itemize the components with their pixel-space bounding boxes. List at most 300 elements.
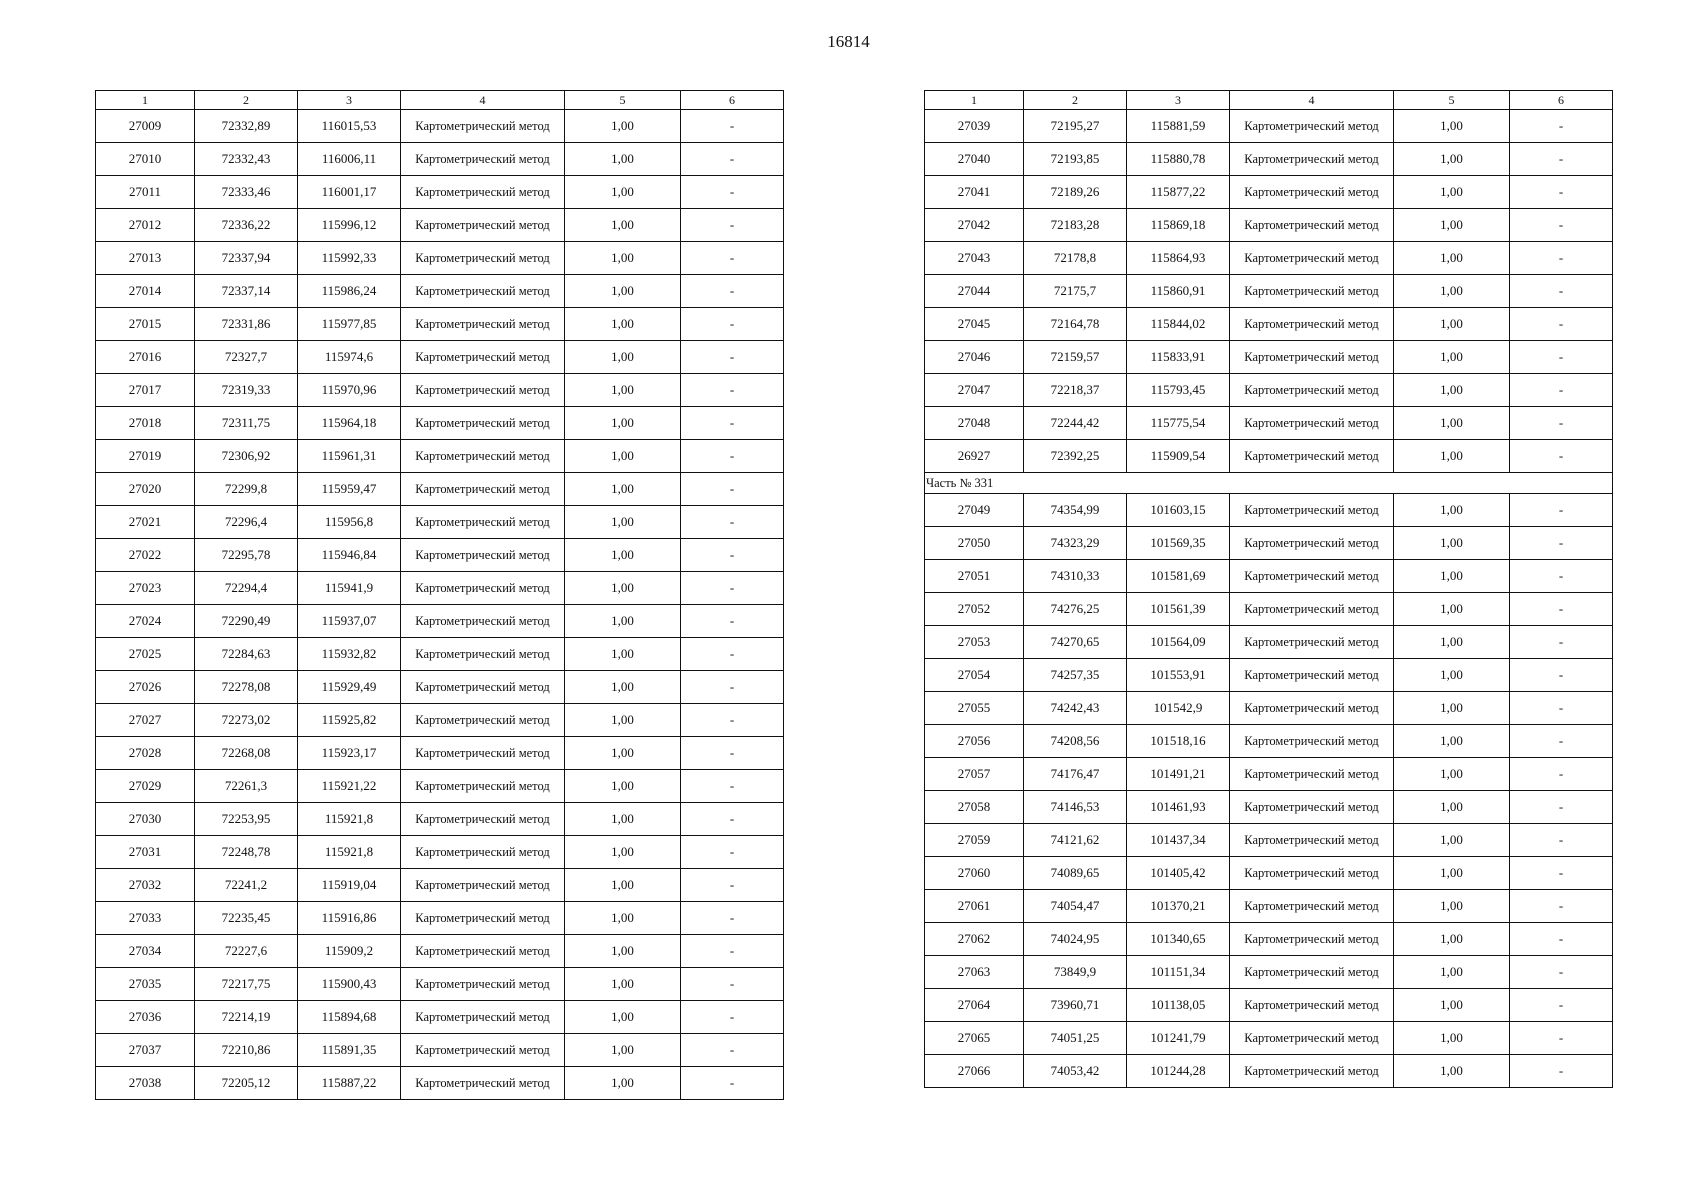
y-coordinate-cell: 115775,54 (1127, 407, 1230, 440)
y-coordinate-cell: 115880,78 (1127, 143, 1230, 176)
point-number-cell: 27012 (96, 209, 195, 242)
accuracy-cell: 1,00 (565, 473, 681, 506)
table-row (96, 737, 784, 770)
description-cell: - (681, 1034, 784, 1067)
x-coordinate-cell: 74270,65 (1024, 626, 1127, 659)
description-cell: - (681, 506, 784, 539)
y-coordinate-cell: 115925,82 (298, 704, 401, 737)
accuracy-cell: 1,00 (565, 671, 681, 704)
x-coordinate-cell: 72299,8 (195, 473, 298, 506)
x-coordinate-cell: 72189,26 (1024, 176, 1127, 209)
description-cell: - (681, 869, 784, 902)
method-cell: Картометрический метод (1230, 890, 1394, 923)
column-header-1: 1 (925, 91, 1024, 110)
point-number-cell: 27053 (925, 626, 1024, 659)
y-coordinate-cell: 115916,86 (298, 902, 401, 935)
method-cell: Картометрический метод (401, 770, 565, 803)
table-row (96, 506, 784, 539)
accuracy-cell: 1,00 (565, 836, 681, 869)
y-coordinate-cell: 115941,9 (298, 572, 401, 605)
accuracy-cell: 1,00 (1394, 923, 1510, 956)
accuracy-cell: 1,00 (565, 275, 681, 308)
x-coordinate-cell: 72248,78 (195, 836, 298, 869)
x-coordinate-cell: 74089,65 (1024, 857, 1127, 890)
table-row (96, 968, 784, 1001)
point-number-cell: 27010 (96, 143, 195, 176)
description-cell: - (1510, 527, 1613, 560)
y-coordinate-cell: 115946,84 (298, 539, 401, 572)
description-cell: - (681, 605, 784, 638)
description-cell: - (681, 1001, 784, 1034)
y-coordinate-cell: 101461,93 (1127, 791, 1230, 824)
method-cell: Картометрический метод (401, 539, 565, 572)
table-row (96, 275, 784, 308)
column-header-2: 2 (195, 91, 298, 110)
point-number-cell: 27054 (925, 659, 1024, 692)
x-coordinate-cell: 74242,43 (1024, 692, 1127, 725)
column-header-4: 4 (401, 91, 565, 110)
table-row (925, 857, 1613, 890)
point-number-cell: 27066 (925, 1055, 1024, 1088)
accuracy-cell: 1,00 (1394, 857, 1510, 890)
accuracy-cell: 1,00 (565, 341, 681, 374)
section-row (925, 473, 1613, 494)
table-row (925, 308, 1613, 341)
accuracy-cell: 1,00 (565, 968, 681, 1001)
y-coordinate-cell: 115887,22 (298, 1067, 401, 1100)
x-coordinate-cell: 72278,08 (195, 671, 298, 704)
table-body-right-bottom (925, 494, 1613, 1088)
description-cell: - (681, 275, 784, 308)
description-cell: - (1510, 110, 1613, 143)
description-cell: - (681, 440, 784, 473)
accuracy-cell: 1,00 (565, 506, 681, 539)
x-coordinate-cell: 72337,14 (195, 275, 298, 308)
accuracy-cell: 1,00 (1394, 956, 1510, 989)
point-number-cell: 26927 (925, 440, 1024, 473)
description-cell: - (681, 473, 784, 506)
x-coordinate-cell: 74054,47 (1024, 890, 1127, 923)
table-row (925, 758, 1613, 791)
x-coordinate-cell: 72319,33 (195, 374, 298, 407)
method-cell: Картометрический метод (1230, 110, 1394, 143)
table-row (925, 176, 1613, 209)
x-coordinate-cell: 74121,62 (1024, 824, 1127, 857)
method-cell: Картометрический метод (1230, 341, 1394, 374)
method-cell: Картометрический метод (1230, 956, 1394, 989)
description-cell: - (681, 737, 784, 770)
accuracy-cell: 1,00 (565, 176, 681, 209)
y-coordinate-cell: 115909,54 (1127, 440, 1230, 473)
x-coordinate-cell: 72193,85 (1024, 143, 1127, 176)
y-coordinate-cell: 115921,8 (298, 836, 401, 869)
x-coordinate-cell: 74208,56 (1024, 725, 1127, 758)
point-number-cell: 27011 (96, 176, 195, 209)
x-coordinate-cell: 74146,53 (1024, 791, 1127, 824)
method-cell: Картометрический метод (1230, 374, 1394, 407)
table-row (96, 1001, 784, 1034)
table-row (925, 626, 1613, 659)
method-cell: Картометрический метод (401, 737, 565, 770)
point-number-cell: 27030 (96, 803, 195, 836)
method-cell: Картометрический метод (401, 1034, 565, 1067)
point-number-cell: 27017 (96, 374, 195, 407)
y-coordinate-cell: 101340,65 (1127, 923, 1230, 956)
x-coordinate-cell: 72195,27 (1024, 110, 1127, 143)
table-row (96, 110, 784, 143)
method-cell: Картометрический метод (401, 275, 565, 308)
column-header-6: 6 (1510, 91, 1613, 110)
description-cell: - (1510, 593, 1613, 626)
description-cell: - (681, 803, 784, 836)
accuracy-cell: 1,00 (1394, 374, 1510, 407)
table-row (96, 572, 784, 605)
point-number-cell: 27037 (96, 1034, 195, 1067)
accuracy-cell: 1,00 (1394, 989, 1510, 1022)
method-cell: Картометрический метод (1230, 824, 1394, 857)
x-coordinate-cell: 72337,94 (195, 242, 298, 275)
method-cell: Картометрический метод (1230, 560, 1394, 593)
description-cell: - (681, 902, 784, 935)
table-row (96, 209, 784, 242)
x-coordinate-cell: 72178,8 (1024, 242, 1127, 275)
method-cell: Картометрический метод (1230, 275, 1394, 308)
method-cell: Картометрический метод (1230, 593, 1394, 626)
y-coordinate-cell: 115877,22 (1127, 176, 1230, 209)
method-cell: Картометрический метод (401, 803, 565, 836)
point-number-cell: 27060 (925, 857, 1024, 890)
description-cell: - (1510, 275, 1613, 308)
accuracy-cell: 1,00 (1394, 1022, 1510, 1055)
accuracy-cell: 1,00 (565, 935, 681, 968)
y-coordinate-cell: 115974,6 (298, 341, 401, 374)
point-number-cell: 27036 (96, 1001, 195, 1034)
description-cell: - (1510, 308, 1613, 341)
description-cell: - (1510, 209, 1613, 242)
y-coordinate-cell: 115900,43 (298, 968, 401, 1001)
y-coordinate-cell: 115970,96 (298, 374, 401, 407)
point-number-cell: 27048 (925, 407, 1024, 440)
y-coordinate-cell: 115860,91 (1127, 275, 1230, 308)
point-number-cell: 27044 (925, 275, 1024, 308)
point-number-cell: 27055 (925, 692, 1024, 725)
description-cell: - (1510, 143, 1613, 176)
x-coordinate-cell: 72331,86 (195, 308, 298, 341)
y-coordinate-cell: 115793,45 (1127, 374, 1230, 407)
description-cell: - (1510, 692, 1613, 725)
description-cell: - (1510, 341, 1613, 374)
accuracy-cell: 1,00 (565, 737, 681, 770)
point-number-cell: 27023 (96, 572, 195, 605)
point-number-cell: 27020 (96, 473, 195, 506)
x-coordinate-cell: 72290,49 (195, 605, 298, 638)
description-cell: - (1510, 176, 1613, 209)
y-coordinate-cell: 101138,05 (1127, 989, 1230, 1022)
point-number-cell: 27052 (925, 593, 1024, 626)
description-cell: - (1510, 494, 1613, 527)
description-cell: - (681, 143, 784, 176)
method-cell: Картометрический метод (1230, 989, 1394, 1022)
y-coordinate-cell: 115891,35 (298, 1034, 401, 1067)
column-header-3: 3 (298, 91, 401, 110)
x-coordinate-cell: 72273,02 (195, 704, 298, 737)
method-cell: Картометрический метод (401, 605, 565, 638)
x-coordinate-cell: 74024,95 (1024, 923, 1127, 956)
method-cell: Картометрический метод (1230, 407, 1394, 440)
point-number-cell: 27024 (96, 605, 195, 638)
accuracy-cell: 1,00 (1394, 242, 1510, 275)
table-row (96, 1034, 784, 1067)
method-cell: Картометрический метод (1230, 1055, 1394, 1088)
point-number-cell: 27062 (925, 923, 1024, 956)
x-coordinate-cell: 72183,28 (1024, 209, 1127, 242)
x-coordinate-cell: 72159,57 (1024, 341, 1127, 374)
point-number-cell: 27049 (925, 494, 1024, 527)
description-cell: - (681, 770, 784, 803)
method-cell: Картометрический метод (401, 374, 565, 407)
method-cell: Картометрический метод (1230, 659, 1394, 692)
x-coordinate-cell: 72284,63 (195, 638, 298, 671)
description-cell: - (681, 341, 784, 374)
point-number-cell: 27039 (925, 110, 1024, 143)
point-number-cell: 27022 (96, 539, 195, 572)
y-coordinate-cell: 101553,91 (1127, 659, 1230, 692)
point-number-cell: 27029 (96, 770, 195, 803)
x-coordinate-cell: 72241,2 (195, 869, 298, 902)
method-cell: Картометрический метод (401, 473, 565, 506)
y-coordinate-cell: 115961,31 (298, 440, 401, 473)
y-coordinate-cell: 116001,17 (298, 176, 401, 209)
table-row (925, 209, 1613, 242)
y-coordinate-cell: 116006,11 (298, 143, 401, 176)
accuracy-cell: 1,00 (1394, 176, 1510, 209)
y-coordinate-cell: 101581,69 (1127, 560, 1230, 593)
x-coordinate-cell: 72332,89 (195, 110, 298, 143)
accuracy-cell: 1,00 (1394, 758, 1510, 791)
x-coordinate-cell: 73960,71 (1024, 989, 1127, 1022)
point-number-cell: 27016 (96, 341, 195, 374)
accuracy-cell: 1,00 (1394, 560, 1510, 593)
accuracy-cell: 1,00 (565, 803, 681, 836)
point-number-cell: 27019 (96, 440, 195, 473)
x-coordinate-cell: 72311,75 (195, 407, 298, 440)
table-row (925, 527, 1613, 560)
coordinates-table-left (95, 90, 784, 1100)
table-row (925, 692, 1613, 725)
x-coordinate-cell: 72218,37 (1024, 374, 1127, 407)
accuracy-cell: 1,00 (1394, 791, 1510, 824)
method-cell: Картометрический метод (401, 110, 565, 143)
accuracy-cell: 1,00 (1394, 692, 1510, 725)
accuracy-cell: 1,00 (565, 902, 681, 935)
y-coordinate-cell: 101405,42 (1127, 857, 1230, 890)
point-number-cell: 27021 (96, 506, 195, 539)
x-coordinate-cell: 74323,29 (1024, 527, 1127, 560)
description-cell: - (1510, 725, 1613, 758)
table-row (96, 803, 784, 836)
column-header-2: 2 (1024, 91, 1127, 110)
table-row (925, 824, 1613, 857)
method-cell: Картометрический метод (401, 176, 565, 209)
y-coordinate-cell: 101491,21 (1127, 758, 1230, 791)
method-cell: Картометрический метод (401, 506, 565, 539)
table-row (925, 989, 1613, 1022)
y-coordinate-cell: 115923,17 (298, 737, 401, 770)
point-number-cell: 27058 (925, 791, 1024, 824)
accuracy-cell: 1,00 (1394, 527, 1510, 560)
description-cell: - (681, 308, 784, 341)
description-cell: - (681, 1067, 784, 1100)
accuracy-cell: 1,00 (565, 440, 681, 473)
description-cell: - (1510, 1022, 1613, 1055)
description-cell: - (1510, 758, 1613, 791)
description-cell: - (681, 110, 784, 143)
accuracy-cell: 1,00 (565, 572, 681, 605)
method-cell: Картометрический метод (401, 869, 565, 902)
point-number-cell: 27041 (925, 176, 1024, 209)
description-cell: - (681, 407, 784, 440)
x-coordinate-cell: 72296,4 (195, 506, 298, 539)
description-cell: - (681, 935, 784, 968)
point-number-cell: 27057 (925, 758, 1024, 791)
point-number-cell: 27018 (96, 407, 195, 440)
description-cell: - (1510, 923, 1613, 956)
y-coordinate-cell: 115937,07 (298, 605, 401, 638)
method-cell: Картометрический метод (401, 440, 565, 473)
accuracy-cell: 1,00 (565, 605, 681, 638)
x-coordinate-cell: 72210,86 (195, 1034, 298, 1067)
x-coordinate-cell: 72175,7 (1024, 275, 1127, 308)
table-row (925, 242, 1613, 275)
method-cell: Картометрический метод (401, 935, 565, 968)
description-cell: - (1510, 374, 1613, 407)
x-coordinate-cell: 74354,99 (1024, 494, 1127, 527)
y-coordinate-cell: 101603,15 (1127, 494, 1230, 527)
accuracy-cell: 1,00 (565, 770, 681, 803)
point-number-cell: 27063 (925, 956, 1024, 989)
description-cell: - (1510, 824, 1613, 857)
table-row (96, 902, 784, 935)
table-section-right (925, 473, 1613, 494)
accuracy-cell: 1,00 (565, 110, 681, 143)
table-body-right-top (925, 110, 1613, 473)
point-number-cell: 27043 (925, 242, 1024, 275)
y-coordinate-cell: 115869,18 (1127, 209, 1230, 242)
description-cell: - (1510, 956, 1613, 989)
y-coordinate-cell: 115921,22 (298, 770, 401, 803)
method-cell: Картометрический метод (1230, 626, 1394, 659)
column-header-3: 3 (1127, 91, 1230, 110)
table-row (96, 770, 784, 803)
table-row (925, 341, 1613, 374)
table-row (96, 143, 784, 176)
accuracy-cell: 1,00 (565, 1067, 681, 1100)
y-coordinate-cell: 101244,28 (1127, 1055, 1230, 1088)
y-coordinate-cell: 115894,68 (298, 1001, 401, 1034)
description-cell: - (1510, 1055, 1613, 1088)
page-number: 16814 (827, 32, 870, 51)
point-number-cell: 27056 (925, 725, 1024, 758)
method-cell: Картометрический метод (1230, 242, 1394, 275)
y-coordinate-cell: 115986,24 (298, 275, 401, 308)
table-row (925, 593, 1613, 626)
table-row (96, 935, 784, 968)
y-coordinate-cell: 115992,33 (298, 242, 401, 275)
x-coordinate-cell: 74276,25 (1024, 593, 1127, 626)
y-coordinate-cell: 115964,18 (298, 407, 401, 440)
accuracy-cell: 1,00 (565, 1001, 681, 1034)
x-coordinate-cell: 72261,3 (195, 770, 298, 803)
point-number-cell: 27059 (925, 824, 1024, 857)
y-coordinate-cell: 101518,16 (1127, 725, 1230, 758)
table-header-row (925, 91, 1613, 110)
accuracy-cell: 1,00 (1394, 110, 1510, 143)
method-cell: Картометрический метод (1230, 923, 1394, 956)
method-cell: Картометрический метод (401, 968, 565, 1001)
description-cell: - (681, 671, 784, 704)
accuracy-cell: 1,00 (1394, 341, 1510, 374)
description-cell: - (1510, 989, 1613, 1022)
y-coordinate-cell: 101370,21 (1127, 890, 1230, 923)
y-coordinate-cell: 101241,79 (1127, 1022, 1230, 1055)
method-cell: Картометрический метод (401, 902, 565, 935)
y-coordinate-cell: 115977,85 (298, 308, 401, 341)
table-row (925, 560, 1613, 593)
y-coordinate-cell: 115919,04 (298, 869, 401, 902)
table-row (925, 275, 1613, 308)
accuracy-cell: 1,00 (565, 539, 681, 572)
table-header-row (96, 91, 784, 110)
method-cell: Картометрический метод (401, 704, 565, 737)
accuracy-cell: 1,00 (565, 242, 681, 275)
x-coordinate-cell: 72333,46 (195, 176, 298, 209)
column-header-1: 1 (96, 91, 195, 110)
description-cell: - (1510, 791, 1613, 824)
description-cell: - (1510, 626, 1613, 659)
description-cell: - (681, 242, 784, 275)
point-number-cell: 27014 (96, 275, 195, 308)
point-number-cell: 27028 (96, 737, 195, 770)
method-cell: Картометрический метод (401, 242, 565, 275)
accuracy-cell: 1,00 (1394, 407, 1510, 440)
table-row (96, 539, 784, 572)
point-number-cell: 27034 (96, 935, 195, 968)
accuracy-cell: 1,00 (1394, 824, 1510, 857)
x-coordinate-cell: 72392,25 (1024, 440, 1127, 473)
column-header-5: 5 (565, 91, 681, 110)
accuracy-cell: 1,00 (1394, 143, 1510, 176)
x-coordinate-cell: 74176,47 (1024, 758, 1127, 791)
y-coordinate-cell: 115844,02 (1127, 308, 1230, 341)
y-coordinate-cell: 116015,53 (298, 110, 401, 143)
table-row (96, 836, 784, 869)
point-number-cell: 27035 (96, 968, 195, 1001)
y-coordinate-cell: 115833,91 (1127, 341, 1230, 374)
description-cell: - (1510, 659, 1613, 692)
x-coordinate-cell: 73849,9 (1024, 956, 1127, 989)
x-coordinate-cell: 72227,6 (195, 935, 298, 968)
point-number-cell: 27038 (96, 1067, 195, 1100)
y-coordinate-cell: 115864,93 (1127, 242, 1230, 275)
table-row (96, 638, 784, 671)
method-cell: Картометрический метод (401, 836, 565, 869)
description-cell: - (681, 704, 784, 737)
x-coordinate-cell: 72336,22 (195, 209, 298, 242)
table-row (925, 494, 1613, 527)
point-number-cell: 27045 (925, 308, 1024, 341)
method-cell: Картометрический метод (401, 209, 565, 242)
x-coordinate-cell: 72268,08 (195, 737, 298, 770)
